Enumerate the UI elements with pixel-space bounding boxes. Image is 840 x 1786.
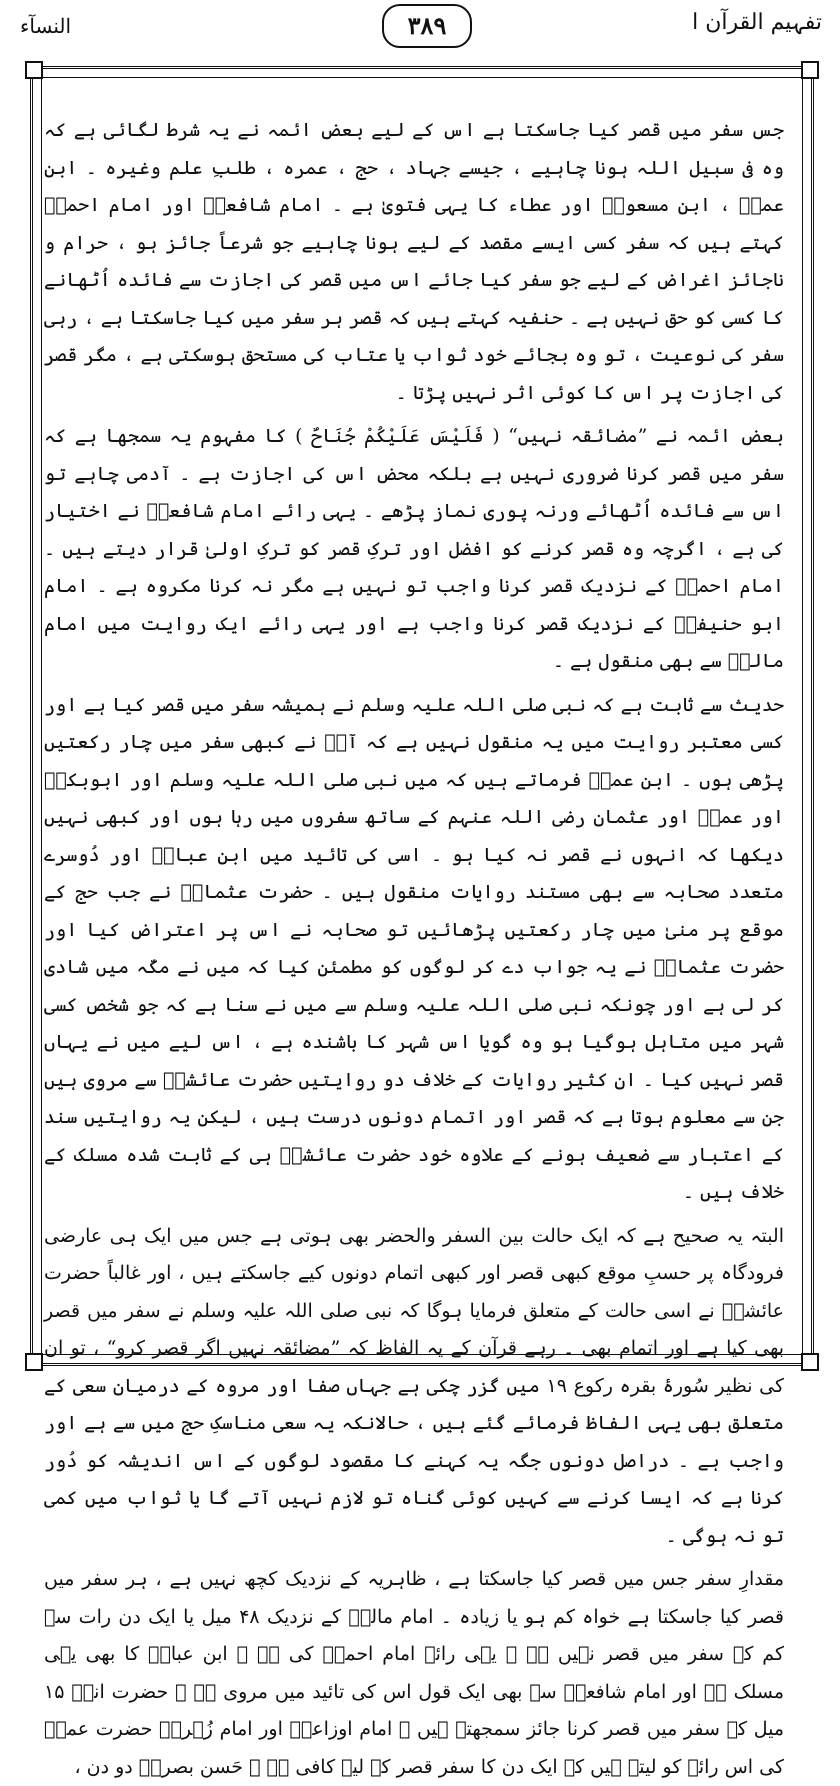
corner-ornament-icon (25, 1353, 43, 1371)
page-number: ۳۸۹ (382, 4, 472, 48)
paragraph: مقدارِ سفر جس میں قصر کیا جاسکتا ہے ، ظاہریہ کے نزدیک کچھ نہیں ہے ، ہر سفر میں قصر کیا جاسکتا ہے خواہ کم ہو یا زیادہ ۔ امام مالکؒ کے نزدیک ۴۸ میل یا ایک دن رات سے کم کے سفر میں قصر نہیں ہے ۔ یہی رائے امام احمدؒ کی ہے ۔ ابن عباسؓ کا بھی یہی مسلک ہے اور امام شافعیؒ سے بھی ایک قول اس کی تائید میں مروی ہے ۔ حضرت انسؓ ۱۵ میل کے سفر میں قصر کرنا جائز سمجھتے ہیں ۔ امام اوزاعیؒ اور امام زُہریؒ حضرت عمرؓ کی اس رائے کو لیتے ہیں کہ ایک دن کا سفر قصر کے لیے کافی ہے ۔ حَسن بصریؒ دو دن ، (44, 1568, 785, 1778)
paragraph: بعض ائمہ نے ”مضائقہ نہیں“ ( فَلَيْسَ عَلَيْكُمْ جُنَاحٌ ) کا مفہوم یہ سمجھا ہے کہ سفر میں قصر کرنا ضروری نہیں ہے بلکہ محض اس کی اجازت ہے ۔ آدمی چاہے تو اس سے فائدہ اُٹھائے ورنہ پوری نماز پڑھے ۔ یہی رائے امام شافعیؒ نے اختیار کی ہے ، اگرچہ وہ قصر کرنے کو افضل اور ترکِ قصر کو ترکِ اولیٰ قرار دیتے ہیں ۔ امام احمدؒ کے نزدیک قصر کرنا واجب تو نہیں ہے مگر نہ کرنا مکروہ ہے ۔ امام ابو حنیفہؒ کے نزدیک قصر کرنا واجب ہے اور یہی رائے ایک روایت میں امام مالکؒ سے بھی منقول ہے ۔ (44, 425, 784, 672)
paragraph: حدیث سے ثابت ہے کہ نبی صلی اللہ علیہ وسلم نے ہمیشہ سفر میں قصر کیا ہے اور کسی معتبر روایت میں یہ منقول نہیں ہے کہ آپؐ نے کبھی سفر میں چار رکعتیں پڑھی ہوں ۔ ابن عمرؓ فرماتے ہیں کہ میں نبی صلی اللہ علیہ وسلم اور ابوبکرؓ اور عمرؓ اور عثمان رضی اللہ عنہم کے ساتھ سفروں میں رہا ہوں اور کبھی نہیں دیکھا کہ انہوں نے قصر نہ کیا ہو ۔ اسی کی تائید میں ابن عباسؓ اور دُوسرے متعدد صحابہ سے بھی مستند روایات منقول ہیں ۔ حضرت عثمانؓ نے جب حج کے موقع پر منیٰ میں چار رکعتیں پڑھائیں تو صحابہ نے اس پر اعتراض کیا اور حضرت عثمانؓ نے یہ جواب دے کر لوگوں کو مطمئن کیا کہ میں نے مکّہ میں شادی کر لی ہے اور چونکہ نبی صلی اللہ علیہ وسلم سے میں نے سنا ہے کہ جو شخص کسی شہر میں متاہل ہوگیا ہو وہ گویا اس شہر کا باشندہ ہے ، اس لیے میں نے یہاں قصر نہیں کیا ۔ ان کثیر روایات کے خلاف دو روایتیں حضرت عائشہؓ سے مروی ہیں جن سے معلوم ہوتا ہے کہ قصر اور اتمام دونوں درست ہیں ، لیکن یہ روایتیں سند کے اعتبار سے ضعیف ہونے کے علاوہ خود حضرت عائشہؓ ہی کے ثابت شدہ مسلک کے خلاف ہیں ۔ (44, 693, 784, 1203)
paragraph: جس سفر میں قصر کیا جاسکتا ہے اس کے لیے بعض ائمہ نے یہ شرط لگائی ہے کہ وہ فی سبیل اللہ ہونا چاہیے ، جیسے جہاد ، حج ، عمرہ ، طلبِ علم وغیرہ ۔ ابن عمرؓ ، ابن مسعودؓ اور عطاء کا یہی فتویٰ ہے ۔ امام شافعیؒ اور امام احمدؒ کہتے ہیں کہ سفر کسی ایسے مقصد کے لیے ہونا چاہیے جو شرعاً جائز ہو ، حرام و ناجائز اغراض کے لیے جو سفر کیا جائے اس میں قصر کی اجازت سے فائدہ اُٹھانے کا کسی کو حق نہیں ہے ۔ حنفیہ کہتے ہیں کہ قصر ہر سفر میں کیا جاسکتا ہے ، رہی سفر کی نوعیت ، تو وہ بجائے خود ثواب یا عتاب کی مستحق ہوسکتی ہے ، مگر قصر کی اجازت پر اس کا کوئی اثر نہیں پڑتا ۔ (44, 119, 784, 404)
corner-ornament-icon (25, 61, 43, 79)
page-header (0, 0, 840, 70)
book-title: تفہیم القرآن ا (692, 10, 822, 35)
surah-name: النسآء (20, 14, 72, 38)
corner-ornament-icon (801, 1353, 819, 1371)
corner-ornament-icon (801, 61, 819, 79)
page-body (44, 112, 785, 1778)
paragraph: البتہ یہ صحیح ہے کہ ایک حالت بین السفر والحضر بھی ہوتی ہے جس میں ایک ہی عارضی فرودگاہ پر حسبِ موقع کبھی قصر اور کبھی اتمام دونوں کیے جاسکتے ہیں ، اور غالباً حضرت عائشہؓ نے اسی حالت کے متعلق فرمایا ہوگا کہ نبی صلی اللہ علیہ وسلم نے سفر میں قصر بھی کیا ہے اور اتمام بھی ۔ رہے قرآن کے یہ الفاظ کہ ”مضائقہ نہیں اگر قصر کرو“ ، تو ان کی نظیر سُورۂ بقرہ رکوع ۱۹ میں گزر چکی ہے جہاں صفا اور مروہ کے درمیان سعی کے متعلق بھی یہی الفاظ فرمائے گئے ہیں ، حالانکہ یہ سعی مناسکِ حج میں سے ہے اور واجب ہے ۔ دراصل دونوں جگہ یہ کہنے کا مقصود لوگوں کے اس اندیشہ کو دُور کرنا ہے کہ ایسا کرنے سے کہیں کوئی گناہ تو لازم نہیں آتے گا یا ثواب میں کمی تو نہ ہوگی ۔ (44, 1224, 784, 1547)
